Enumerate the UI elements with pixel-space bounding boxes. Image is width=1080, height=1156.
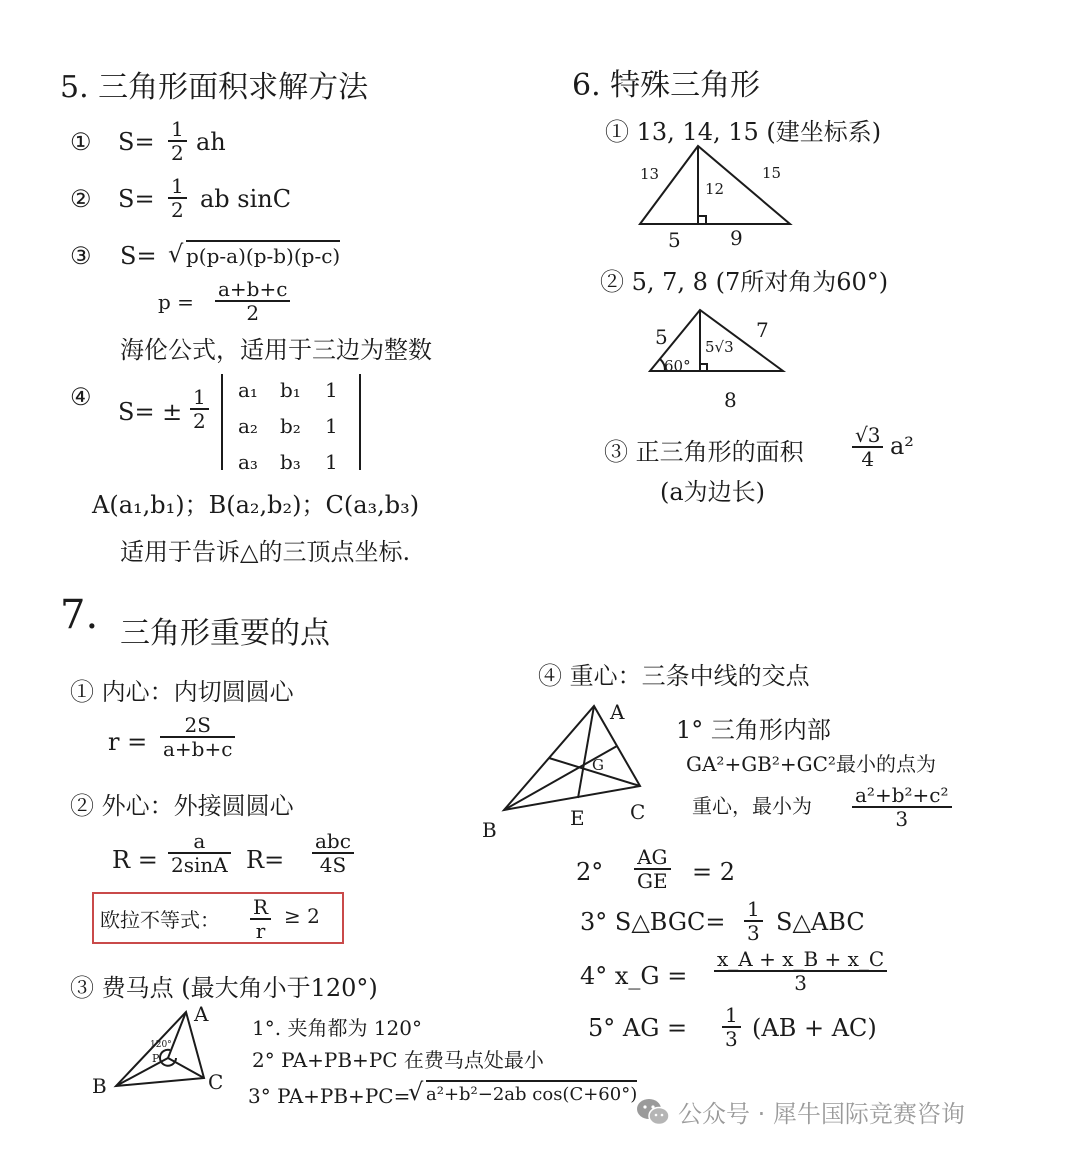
tri2-right-label: 7 — [756, 318, 769, 342]
r-den-text: a+b+c — [163, 737, 233, 761]
i3-note: (a为边长) — [660, 478, 766, 506]
c4-num-text: x_A + x_B + x_C — [717, 947, 885, 971]
matrix-a2: a₂ — [238, 414, 258, 438]
c5-num-text: 1 — [725, 1003, 738, 1027]
f2-num-text: 1 — [171, 174, 184, 198]
euler-num-text: R — [253, 895, 269, 919]
watermark-text: 公众号 · 犀牛国际竞赛咨询 — [678, 1100, 965, 1128]
R2-frac — [312, 830, 354, 876]
R-num-text: a — [193, 829, 206, 853]
s6-item1: ① 13, 14, 15 (建坐标系) — [605, 118, 882, 146]
i3-frac — [852, 424, 883, 470]
euler-label: 欧拉不等式： — [100, 908, 220, 932]
centroid-fact1b: GA²+GB²+GC²最小的点为 — [686, 752, 936, 776]
fermat-A: A — [194, 1002, 209, 1026]
section7-title: 三角形重要的点 — [120, 616, 330, 651]
r-lhs: r = — [108, 728, 148, 756]
matrix-b3: b₃ — [280, 450, 301, 474]
tri2-angle-label: 60° — [664, 357, 691, 375]
euler-den-text: r — [255, 919, 266, 943]
f1-rest: ah — [196, 128, 226, 156]
tri1-right-label: 15 — [762, 164, 782, 182]
centroid-title: ④ 重心：三条中线的交点 — [538, 662, 810, 690]
euler-frac — [250, 896, 271, 942]
f4-frac — [190, 386, 209, 432]
r-num-text: 2S — [184, 713, 211, 737]
f3-num: ③ — [70, 242, 92, 270]
tri1-base2-label: 9 — [730, 226, 743, 250]
tri2-base-label: 8 — [724, 388, 737, 412]
R-lhs: R = — [112, 846, 158, 874]
centroid-B: B — [482, 818, 497, 842]
f2-den-text: 2 — [171, 198, 184, 222]
c2-lhs: 2° — [576, 858, 604, 886]
R-den-text: 2sinA — [171, 853, 228, 877]
f2-rest: ab sinC — [200, 185, 292, 213]
f1-lhs: S= — [118, 128, 155, 156]
c2-rest: = 2 — [692, 858, 736, 886]
f3-lhs: S= — [120, 242, 157, 270]
p-frac — [215, 278, 290, 324]
c4-lhs: 4° x_G = — [580, 962, 688, 990]
centroid-fact1: 1° 三角形内部 — [676, 716, 831, 744]
centroid-figure — [498, 700, 648, 816]
f1-num-text: 1 — [171, 117, 184, 141]
i3-den-text: 4 — [861, 447, 875, 471]
f1-frac — [168, 118, 187, 164]
section5-title: 5. 三角形面积求解方法 — [60, 70, 369, 105]
f2-frac — [168, 175, 187, 221]
c2-num-text: AG — [637, 845, 668, 869]
f2-lhs: S= — [118, 185, 155, 213]
tri1-height-label: 12 — [705, 180, 725, 198]
s6-item2: ② 5, 7, 8 (7所对角为60°) — [600, 268, 889, 296]
f4-num-text: 1 — [193, 385, 206, 409]
matrix-c3: 1 — [325, 450, 338, 474]
c1-frac — [852, 784, 952, 830]
c3-rest: S△ABC — [776, 908, 865, 936]
R2-num-text: abc — [315, 829, 351, 853]
matrix-a3: a₃ — [238, 450, 258, 474]
matrix-c1: 1 — [325, 378, 338, 402]
centroid-G: G — [592, 756, 604, 774]
R2-lhs: R= — [246, 846, 285, 874]
c1-num-text: a²+b²+c² — [855, 783, 949, 807]
wechat-icon — [636, 1097, 670, 1127]
fermat-P: P — [152, 1052, 160, 1065]
c4-den-text: 3 — [794, 971, 807, 995]
centroid-C: C — [630, 800, 646, 824]
centroid-A: A — [610, 700, 625, 724]
incenter-title: ① 内心：内切圆圆心 — [70, 678, 294, 706]
fermat-fact2: 2° PA+PB+PC 在费马点处最小 — [252, 1048, 544, 1072]
c3-frac — [744, 898, 763, 944]
f1-den-text: 2 — [171, 141, 184, 165]
tri1-base1-label: 5 — [668, 228, 681, 252]
centroid-fact1c: 重心，最小为 — [692, 794, 812, 818]
p-lhs: p = — [158, 290, 194, 314]
c3-den-text: 3 — [747, 921, 760, 945]
R2-den-text: 4S — [319, 853, 347, 877]
f2-num: ② — [70, 185, 92, 213]
fermat-radicand: a²+b²−2ab cos(C+60°) — [426, 1080, 637, 1105]
R-frac — [168, 830, 231, 876]
fermat-fact3: 3° PA+PB+PC= — [248, 1084, 411, 1108]
i3-num-text: √3 — [855, 423, 881, 447]
c1-den-text: 3 — [895, 807, 909, 831]
c3-lhs: 3° S△BGC= — [580, 908, 726, 936]
section7-number: 7. — [60, 592, 99, 638]
matrix-c2: 1 — [325, 414, 338, 438]
sqrt-sign: √ — [168, 240, 184, 268]
f3-radicand: p(p-a)(p-b)(p-c) — [186, 240, 340, 268]
matrix-a1: a₁ — [238, 378, 258, 402]
heron-note: 海伦公式，适用于三边为整数 — [120, 336, 432, 364]
f4-den-text: 2 — [193, 409, 206, 433]
fermat-fact1: 1°. 夹角都为 120° — [252, 1016, 422, 1040]
tri1-left-label: 13 — [640, 165, 660, 183]
tri2-height-label: 5√3 — [705, 338, 734, 356]
fermat-angle: 120° — [150, 1040, 172, 1050]
p-den-text: 2 — [246, 301, 260, 325]
c5-den-text: 3 — [725, 1027, 738, 1051]
i3-rest: a² — [890, 432, 914, 460]
c5-lhs: 5° AG = — [588, 1014, 688, 1042]
tri2-left-label: 5 — [655, 325, 668, 349]
fermat-C: C — [208, 1070, 224, 1094]
p-num-text: a+b+c — [218, 277, 288, 301]
euler-rest: ≥ 2 — [284, 904, 320, 928]
c2-frac — [634, 846, 671, 892]
fermat-B: B — [92, 1074, 107, 1098]
watermark — [636, 1094, 965, 1129]
c5-frac — [722, 1004, 741, 1050]
fermat-sqrt-sign: √ — [408, 1078, 424, 1106]
f4-lhs: S= ± — [118, 398, 183, 426]
c4-frac — [714, 948, 887, 994]
points-note: 适用于告诉△的三顶点坐标. — [120, 538, 411, 566]
f4-num: ④ — [70, 383, 92, 411]
matrix-b1: b₁ — [280, 378, 301, 402]
c3-num-text: 1 — [747, 897, 760, 921]
r-frac — [160, 714, 235, 760]
c5-rest: (AB + AC) — [752, 1014, 877, 1042]
fermat-title: ③ 费马点 (最大角小于120°) — [70, 974, 378, 1002]
c2-den-text: GE — [637, 869, 668, 893]
f1-num: ① — [70, 128, 92, 156]
points-line: A(a₁,b₁)；B(a₂,b₂)；C(a₃,b₃) — [92, 491, 420, 519]
centroid-E: E — [570, 806, 585, 830]
matrix-b2: b₂ — [280, 414, 301, 438]
s6-item3: ③ 正三角形的面积 — [604, 438, 804, 466]
circumcenter-title: ② 外心：外接圆圆心 — [70, 792, 294, 820]
section6-title: 6. 特殊三角形 — [572, 68, 761, 103]
